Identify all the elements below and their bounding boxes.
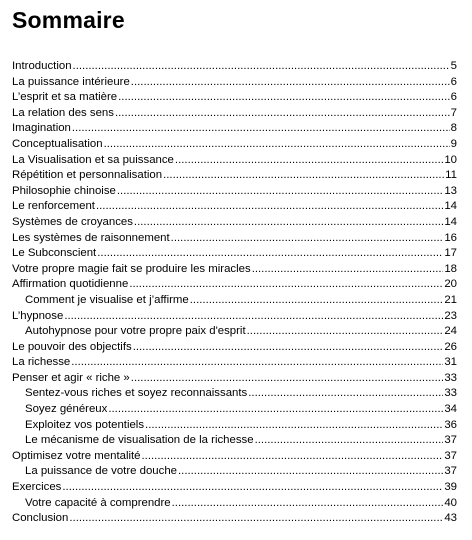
toc-entry-label: Affirmation quotidienne — [12, 278, 129, 291]
toc-entry[interactable] — [12, 418, 457, 434]
toc-entry-label: Autohypnose pour votre propre paix d'esprit — [25, 325, 246, 338]
toc-entry-page-number: 37 — [444, 434, 457, 447]
toc-entry[interactable] — [12, 137, 457, 153]
toc-entry-label: L’esprit et sa matière — [12, 91, 118, 104]
toc-entry-label: Philosophie chinoise — [12, 184, 116, 197]
toc-dot-leader — [115, 106, 450, 122]
toc-entry-label: Les systèmes de raisonnement — [12, 231, 170, 244]
toc-entry[interactable] — [12, 262, 457, 278]
toc-dot-leader — [142, 449, 444, 465]
toc-entry[interactable] — [12, 480, 457, 496]
toc-entry-label: La richesse — [12, 356, 71, 369]
toc-entry[interactable] — [12, 168, 457, 184]
toc-entry-label: La Visualisation et sa puissance — [12, 153, 174, 166]
page-title: Sommaire — [12, 7, 125, 33]
toc-entry-page-number: 31 — [444, 356, 457, 369]
toc-entry[interactable] — [12, 184, 457, 200]
toc-entry[interactable] — [12, 121, 457, 137]
toc-entry[interactable] — [12, 449, 457, 465]
toc-dot-leader — [163, 168, 444, 184]
toc-entry-page-number: 17 — [444, 247, 457, 260]
toc-entry[interactable] — [12, 340, 457, 356]
toc-entry[interactable] — [12, 355, 457, 371]
toc-entry-label: Comment je visualise et j’affirme — [25, 293, 189, 306]
toc-entry-label: Optimisez votre mentalité — [12, 449, 141, 462]
toc-dot-leader — [108, 402, 443, 418]
toc-entry-label: Conclusion — [12, 512, 69, 525]
toc-dot-leader — [172, 496, 444, 512]
toc-entry-label: Soyez généreux — [25, 403, 108, 416]
toc-entry-page-number: 37 — [444, 465, 457, 478]
toc-entry[interactable] — [12, 277, 457, 293]
toc-entry-label: Introduction — [12, 60, 72, 72]
toc-entry-page-number: 6 — [450, 75, 457, 88]
toc-dot-leader — [131, 371, 444, 387]
toc-entry[interactable] — [12, 215, 457, 231]
toc-entry-page-number: 43 — [444, 512, 457, 525]
toc-entry-page-number: 34 — [444, 403, 457, 416]
toc-entry[interactable] — [12, 511, 457, 527]
toc-entry[interactable] — [12, 496, 457, 512]
toc-entry-label: Systèmes de croyances — [12, 215, 133, 228]
toc-entry-label: Exploitez vos potentiels — [25, 418, 145, 431]
toc-entry-label: Exercices — [12, 481, 62, 494]
toc-entry-label: Votre capacité à comprendre — [25, 496, 171, 509]
toc-dot-leader — [62, 480, 443, 496]
toc-entry[interactable] — [12, 199, 457, 215]
toc-dot-leader — [171, 231, 444, 247]
toc-dot-leader — [145, 418, 443, 434]
toc-entry-label: Le mécanisme de visualisation de la richesse — [25, 434, 254, 447]
toc-entry-page-number: 13 — [444, 184, 457, 197]
toc-dot-leader — [96, 199, 443, 215]
toc-dot-leader — [248, 386, 443, 402]
toc-entry-label: Répétition et personnalisation — [12, 169, 163, 182]
toc-dot-leader — [178, 464, 443, 480]
toc-entry-label: Le Subconscient — [12, 247, 97, 260]
toc-entry-page-number: 7 — [450, 106, 457, 119]
toc-dot-leader — [252, 262, 444, 278]
toc-entry-page-number: 18 — [444, 262, 457, 275]
toc-entry[interactable] — [12, 324, 457, 340]
toc-dot-leader — [247, 324, 444, 340]
toc-dot-leader — [133, 340, 444, 356]
toc-entry[interactable] — [12, 246, 457, 262]
toc-entry[interactable] — [12, 402, 457, 418]
toc-entry[interactable] — [12, 231, 457, 247]
toc-entry-page-number: 24 — [444, 325, 457, 338]
toc-dot-leader — [134, 215, 443, 231]
toc-entry-page-number: 16 — [444, 231, 457, 244]
toc-entry[interactable] — [12, 106, 457, 122]
toc-entry-page-number: 14 — [444, 215, 457, 228]
toc-entry-label: Le renforcement — [12, 200, 95, 213]
toc-entry-page-number: 36 — [444, 418, 457, 431]
toc-entry-page-number: 14 — [444, 200, 457, 213]
toc-entry-label: La puissance de votre douche — [25, 465, 177, 478]
toc-entry[interactable] — [12, 59, 457, 75]
toc-entry-page-number: 5 — [450, 60, 457, 72]
toc-entry-page-number: 10 — [444, 153, 457, 166]
toc-dot-leader — [104, 137, 450, 153]
toc-entry[interactable] — [12, 371, 457, 387]
toc-dot-leader — [73, 59, 450, 75]
toc-dot-leader — [64, 309, 443, 325]
toc-dot-leader — [190, 293, 444, 309]
toc-entry-page-number: 23 — [444, 309, 457, 322]
toc-dot-leader — [69, 511, 443, 527]
toc-dot-leader — [131, 75, 450, 91]
toc-entry[interactable] — [12, 386, 457, 402]
toc-entry[interactable] — [12, 75, 457, 91]
toc-entry[interactable] — [12, 309, 457, 325]
toc-entry-label: Conceptualisation — [12, 137, 103, 150]
toc-entry-page-number: 20 — [444, 278, 457, 291]
toc-entry-label: Sentez-vous riches et soyez reconnaissants — [25, 387, 248, 400]
toc-entry-label: La relation des sens — [12, 106, 114, 119]
toc-entry[interactable] — [12, 433, 457, 449]
toc-entry[interactable] — [12, 90, 457, 106]
toc-dot-leader — [71, 355, 443, 371]
toc-entry-label: La puissance intérieure — [12, 75, 130, 88]
toc-entry-page-number: 33 — [444, 371, 457, 384]
toc-entry-page-number: 40 — [444, 496, 457, 509]
toc-dot-leader — [129, 277, 443, 293]
toc-entry-label: Votre propre magie fait se produire les miracles — [12, 262, 251, 275]
toc-entry-label: Penser et agir « riche » — [12, 371, 130, 384]
toc-entry[interactable] — [12, 293, 457, 309]
toc-dot-leader — [97, 246, 443, 262]
toc-entry-page-number: 37 — [444, 449, 457, 462]
toc-entry-page-number: 11 — [445, 169, 457, 182]
toc-entry-page-number: 21 — [444, 293, 457, 306]
toc-entry-label: Le pouvoir des objectifs — [12, 340, 132, 353]
toc-entry-page-number: 26 — [444, 340, 457, 353]
toc-entry-label: Imagination — [12, 122, 71, 135]
toc-entry-page-number: 33 — [444, 387, 457, 400]
toc-entry-page-number: 8 — [450, 122, 457, 135]
toc-dot-leader — [255, 433, 444, 449]
toc-dot-leader — [118, 90, 450, 106]
toc-entry-label: L’hypnose — [12, 309, 64, 322]
toc-entry-page-number: 9 — [450, 137, 457, 150]
toc-entry-page-number: 6 — [450, 91, 457, 104]
toc-dot-leader — [117, 184, 443, 200]
toc-dot-leader — [72, 121, 450, 137]
toc-entry-page-number: 39 — [444, 481, 457, 494]
toc-dot-leader — [175, 153, 443, 169]
toc-entry[interactable] — [12, 153, 457, 169]
toc-entry[interactable] — [12, 464, 457, 480]
table-of-contents — [12, 59, 457, 527]
